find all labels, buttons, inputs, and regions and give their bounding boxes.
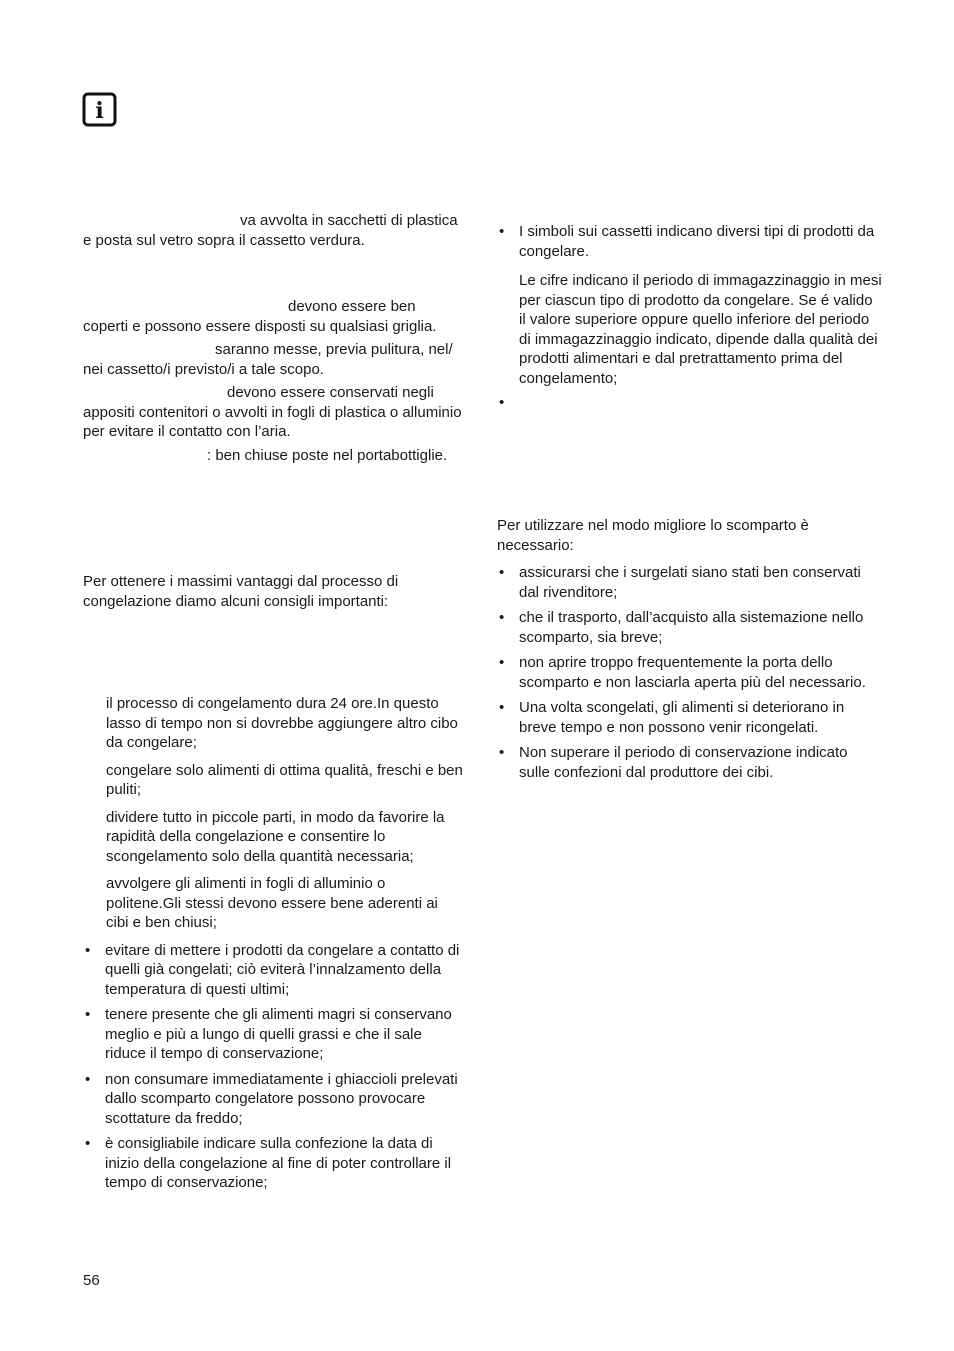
bullet: • (499, 699, 505, 716)
bullet: • (85, 1135, 91, 1152)
right-column (497, 222, 882, 782)
bullet: • (85, 1006, 91, 1023)
bullet: • (499, 744, 505, 761)
bulleted-tip-text: tenere presente che gli alimenti magri si conservano meglio e più a lungo di quelli grassi e che il sale riduce il tempo di conservazione; (105, 1006, 452, 1062)
paragraph-vegetables: saranno messe, previa pulitura, nel/ nei cassetto/i previsto/i a tale scopo. (83, 341, 453, 378)
freezing-tips (83, 694, 463, 1193)
bullet: • (499, 609, 505, 626)
tip-item: avvolgere gli alimenti in fogli di alluminio o politene.Gli stessi devono essere bene aderenti ai cibi e ben chiusi; (106, 875, 438, 931)
left-column (83, 211, 463, 1193)
list-item (497, 698, 882, 737)
bullet: • (499, 654, 505, 671)
paragraph-covered-food: devono essere ben coperti e possono essere disposti su qualsiasi griglia. (83, 298, 437, 335)
bulleted-tip (83, 1070, 463, 1129)
paragraph-bottles: : ben chiuse poste nel portabottiglie. (207, 446, 448, 464)
storage-figures-text: Le cifre indicano il periodo di immagazzinaggio in mesi per ciascun tipo di prodotto da congelare. Se é valido il valore superiore oppure quello inferiore del periodo di immagazzinaggio indicato, dipende dalla qualità dei prodotti alimentari e dal pretrattamento prima del congelamento; (519, 272, 882, 387)
symbols-item-text: I simboli sui cassetti indicano diversi tipi di prodotti da congelare. (519, 223, 875, 260)
bullet: • (85, 941, 91, 959)
compartment-intro: Per utilizzare nel modo migliore lo scomparto è necessario: (497, 517, 809, 554)
paragraph-containers: devono essere conservati negli appositi contenitori o avvolti in fogli di plastica o alluminio per evitare il contatto con l’aria. (83, 384, 462, 440)
bulleted-tip (83, 941, 463, 1000)
bulleted-tip (83, 1134, 463, 1193)
paragraph-wrapped-food: va avvolta in sacchetti di plastica e posta sul vetro sopra il cassetto verdura. (83, 212, 458, 249)
page-number: 56 (83, 1272, 100, 1289)
compartment-list (497, 563, 882, 782)
bullet: • (499, 223, 505, 240)
bulleted-tip (83, 1005, 463, 1064)
list-item-text: non aprire troppo frequentemente la porta dello scomparto e non lasciarla aperta più del necessario. (519, 654, 866, 691)
list-item (497, 653, 882, 692)
tip-item: il processo di congelamento dura 24 ore.In questo lasso di tempo non si dovrebbe aggiungere altro cibo da congelare; (106, 695, 458, 751)
bullet: • (85, 1070, 91, 1088)
bullet: • (499, 394, 505, 411)
symbols-item (497, 222, 882, 261)
info-icon-glyph: i (95, 98, 104, 124)
bulleted-tip-text: evitare di mettere i prodotti da congelare a contatto di quelli già congelati; ciò eviterà l’innalzamento della temperatura di questi ultimi; (105, 941, 460, 998)
list-item-text: che il trasporto, dall’acquisto alla sistemazione nello scomparto, sia breve; (519, 609, 864, 646)
freezing-intro: Per ottenere i massimi vantaggi dal processo di congelazione diamo alcuni consigli importanti: (83, 573, 399, 610)
list-item (497, 608, 882, 647)
list-item-text: Una volta scongelati, gli alimenti si deteriorano in breve tempo e non possono venir ricongelati. (519, 699, 845, 736)
list-item-text: Non superare il periodo di conservazione indicato sulle confezioni dal produttore dei cibi. (519, 744, 848, 781)
bulleted-tip-text: è consigliabile indicare sulla confezione la data di inizio della congelazione al fine di poter controllare il tempo di conservazione; (105, 1135, 452, 1191)
list-item (497, 743, 882, 782)
list-item (497, 563, 882, 602)
empty-bullet-item (497, 393, 882, 412)
bulleted-tip-text: non consumare immediatamente i ghiaccioli prelevati dallo scomparto congelatore possono provocare scottature da freddo; (105, 1070, 458, 1127)
info-icon (82, 92, 117, 127)
bullet: • (499, 564, 505, 581)
tip-item: congelare solo alimenti di ottima qualità, freschi e ben puliti; (106, 761, 463, 798)
list-item-text: assicurarsi che i surgelati siano stati ben conservati dal rivenditore; (519, 564, 861, 601)
tip-item: dividere tutto in piccole parti, in modo da favorire la rapidità della congelazione e consentire lo scongelamento solo della quantità necessaria; (106, 808, 445, 865)
